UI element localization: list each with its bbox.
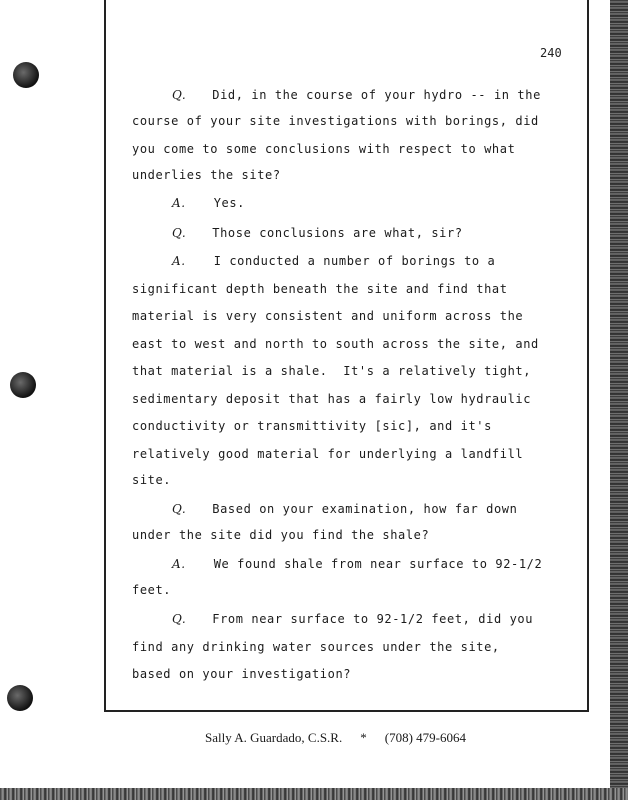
transcript-text: We found shale from near surface to 92-1/2 <box>213 557 543 571</box>
question-marker: Q. <box>172 88 187 102</box>
scan-bottom-edge <box>0 788 628 800</box>
transcript-text: Yes. <box>213 196 245 210</box>
footer-separator: * <box>360 730 367 745</box>
transcript-line <box>132 419 492 433</box>
answer-marker: A. <box>172 557 186 571</box>
transcript-text: From near surface to 92-1/2 feet, did you <box>212 612 534 626</box>
transcript-text: significant depth beneath the site and find that <box>132 282 508 296</box>
transcript-line <box>132 168 281 182</box>
transcript-line <box>172 557 542 571</box>
transcript-line <box>172 612 533 626</box>
transcript-text: conductivity or transmittivity [sic], and it's <box>132 419 492 433</box>
transcript-line <box>132 667 351 681</box>
transcript-text: course of your site investigations with borings, did <box>132 114 539 128</box>
transcript-text: east to west and north to south across the site, and <box>132 337 539 351</box>
transcript-text: site. <box>132 473 172 487</box>
transcript-text: Did, in the course of your hydro -- in the <box>212 88 541 102</box>
transcript-text: I conducted a number of borings to a <box>213 254 496 268</box>
transcript-line <box>132 447 523 461</box>
transcript-line <box>132 392 531 406</box>
transcript-text: that material is a shale. It's a relatively tight, <box>132 364 532 378</box>
transcript-line <box>172 254 495 268</box>
transcript-line <box>172 88 541 102</box>
transcript-text: feet. <box>132 583 172 597</box>
transcript-text: underlies the site? <box>132 168 281 182</box>
reporter-footer <box>205 730 466 746</box>
page-number: 240 <box>540 46 562 60</box>
transcript-line <box>132 309 523 323</box>
transcript-line <box>132 528 429 542</box>
transcript-text: sedimentary deposit that has a fairly low hydraulic <box>132 392 532 406</box>
transcript-line <box>172 226 463 240</box>
transcript-line <box>132 337 539 351</box>
transcript-text: relatively good material for underlying a landfill <box>132 447 524 461</box>
transcript-line <box>132 583 171 597</box>
transcript-text: you come to some conclusions with respect to what <box>132 142 516 156</box>
transcript-line <box>132 282 508 296</box>
punch-hole <box>7 685 33 711</box>
transcript-line <box>172 502 517 516</box>
transcript-text: Based on your examination, how far down <box>212 502 518 516</box>
transcript-text: Those conclusions are what, sir? <box>212 226 463 240</box>
transcript-line <box>132 114 539 128</box>
question-marker: Q. <box>172 612 187 626</box>
transcript-line <box>132 473 171 487</box>
transcript-line <box>132 640 500 654</box>
transcript-line <box>172 196 245 210</box>
punch-hole <box>10 372 36 398</box>
transcript-text: based on your investigation? <box>132 667 352 681</box>
answer-marker: A. <box>172 196 186 210</box>
transcript-text: under the site did you find the shale? <box>132 528 430 542</box>
scan-right-edge <box>610 0 628 800</box>
transcript-line <box>132 142 515 156</box>
transcript-text: find any drinking water sources under the site, <box>132 640 500 654</box>
question-marker: Q. <box>172 226 187 240</box>
page-border <box>104 0 589 712</box>
reporter-phone: (708) 479-6064 <box>384 730 466 745</box>
question-marker: Q. <box>172 502 187 516</box>
transcript-text: material is very consistent and uniform across the <box>132 309 524 323</box>
reporter-name: Sally A. Guardado, C.S.R. <box>205 730 343 745</box>
transcript-line <box>132 364 531 378</box>
punch-hole <box>13 62 39 88</box>
answer-marker: A. <box>172 254 186 268</box>
